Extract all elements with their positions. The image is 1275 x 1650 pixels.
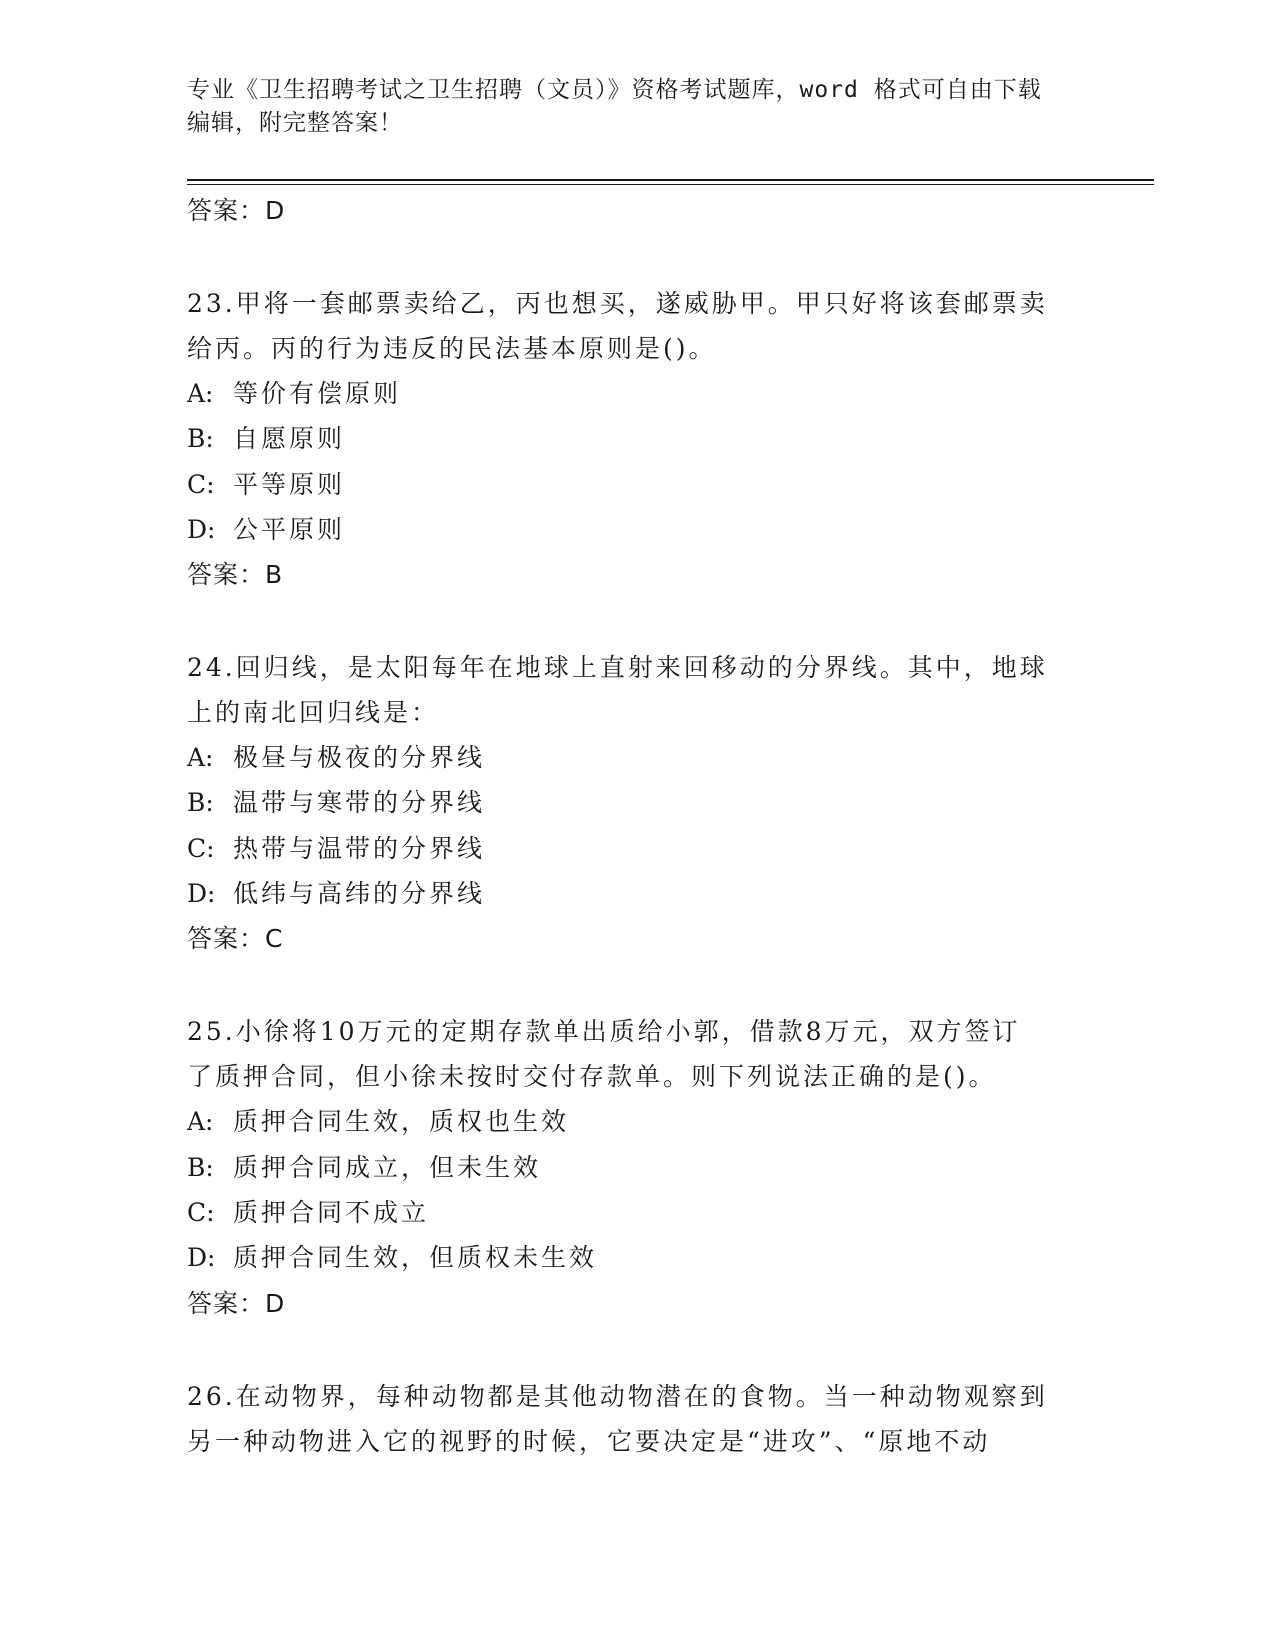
option-text: 自愿原则: [233, 424, 346, 454]
option-d: [187, 1235, 1087, 1280]
option-a: [187, 371, 1087, 416]
option-text: 低纬与高纬的分界线: [233, 879, 486, 909]
option-d: [187, 507, 1087, 552]
option-a: [187, 1099, 1087, 1144]
document-header: [187, 74, 1077, 140]
option-letter: B:: [187, 424, 214, 454]
question-23: [187, 281, 1087, 598]
option-letter: C:: [187, 1197, 215, 1227]
answer-line: 答案：D: [187, 196, 286, 225]
header-line-1: 专业《卫生招聘考试之卫生招聘（文员）》资格考试题库，word 格式可自由下载: [187, 77, 1042, 103]
option-letter: A:: [187, 379, 214, 408]
question-text-line: 另一种动物进入它的视野的时候，它要决定是“进攻”、“原地不动: [187, 1426, 991, 1456]
question-text-line: 23.甲将一套邮票卖给乙，丙也想买，遂威胁甲。甲只好将该套邮票卖: [187, 289, 1048, 318]
spacer: [187, 234, 1087, 281]
option-letter: A:: [187, 743, 214, 773]
spacer: [187, 962, 1087, 1009]
option-text: 质押合同生效，质权也生效: [233, 1107, 570, 1137]
spacer: [187, 1327, 1087, 1374]
option-a: [187, 735, 1087, 780]
option-letter: D:: [187, 1243, 216, 1273]
option-text: 质押合同成立，但未生效: [233, 1152, 542, 1182]
option-letter: C:: [187, 469, 215, 499]
option-letter: B:: [187, 788, 214, 818]
option-letter: A:: [187, 1107, 214, 1137]
question-list: [187, 188, 1087, 1464]
header-line-2: 编辑，附完整答案！: [187, 110, 403, 136]
answer-line: 答案：D: [187, 1288, 286, 1318]
option-text: 热带与温带的分界线: [233, 833, 486, 863]
option-letter: D:: [187, 514, 216, 544]
spacer: [187, 598, 1087, 645]
option-b: [187, 780, 1087, 825]
option-c: [187, 826, 1087, 871]
option-text: 等价有偿原则: [233, 379, 402, 408]
option-c: [187, 1190, 1087, 1235]
question-24: [187, 645, 1087, 962]
option-text: 温带与寒带的分界线: [233, 788, 486, 818]
option-b: [187, 416, 1087, 461]
question-text-line: 24.回归线，是太阳每年在地球上直射来回移动的分界线。其中，地球: [187, 653, 1048, 683]
option-text: 平等原则: [233, 469, 346, 499]
question-text-line: 25.小徐将10万元的定期存款单出质给小郭，借款8万元，双方签订: [187, 1017, 1021, 1047]
option-d: [187, 871, 1087, 916]
question-text-line: 给丙。丙的行为违反的民法基本原则是()。: [187, 334, 717, 363]
option-text: 极昼与极夜的分界线: [233, 743, 486, 773]
question-text-line: 了质押合同，但小徐未按时交付存款单。则下列说法正确的是()。: [187, 1062, 997, 1092]
option-c: [187, 462, 1087, 507]
question-text-line: 26.在动物界，每种动物都是其他动物潜在的食物。当一种动物观察到: [187, 1381, 1048, 1411]
answer-line: 答案：B: [187, 560, 284, 590]
option-text: 质押合同不成立: [233, 1197, 430, 1227]
option-letter: B:: [187, 1152, 214, 1182]
option-letter: C:: [187, 833, 215, 863]
header-divider-thick: [187, 179, 1154, 181]
question-26: [187, 1374, 1087, 1464]
option-b: [187, 1145, 1087, 1190]
header-divider-thin: [187, 184, 1154, 185]
option-text: 公平原则: [233, 514, 346, 544]
question-text-line: 上的南北回归线是：: [187, 698, 440, 728]
option-letter: D:: [187, 879, 216, 909]
option-text: 质押合同生效，但质权未生效: [233, 1243, 598, 1273]
question-25: [187, 1009, 1087, 1326]
answer-line: 答案：C: [187, 924, 284, 954]
